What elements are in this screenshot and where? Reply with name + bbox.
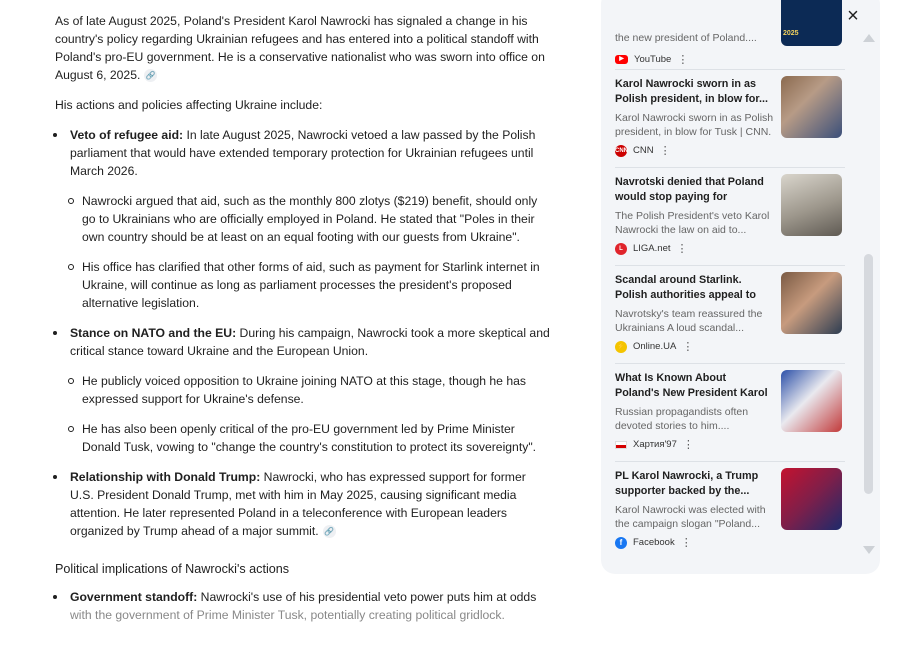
source-snippet: Karol Nawrocki sworn in as Polish president, in blow for Tusk | CNN. [615,112,774,138]
liga-icon: L [615,243,627,255]
sub-list-item: Nawrocki argued that aid, such as the monthly 800 zlotys ($219) benefit, should only go to Ukrainians who are officially employed in Poland. He stated that "Poles in their own country should be at least on an equal footing with our guests from Ukraine". [70,192,550,246]
source-name: Хартия'97 [633,439,677,450]
source-title: Karol Nawrocki sworn in as Polish president, in blow for... [615,78,768,105]
list-item [55,324,550,456]
list-item [55,126,550,312]
source-site [615,340,693,353]
source-thumbnail [781,272,842,334]
bullet-heading: Government standoff: [70,590,198,604]
youtube-icon: ▶ [615,55,628,64]
bullet-heading: Relationship with Donald Trump: [70,470,261,484]
source-title: PL Karol Nawrocki, a Trump supporter backed by the... [615,470,759,497]
source-name: Facebook [633,537,675,548]
source-site [615,242,688,255]
sub-list [70,372,550,456]
source-thumbnail [781,174,842,236]
source-name: LIGA.net [633,243,671,254]
source-thumbnail [781,370,842,432]
more-options-icon[interactable]: ⋮ [682,341,694,353]
scrollbar-thumb[interactable] [864,254,873,494]
link-icon[interactable]: 🔗 [145,71,156,80]
source-card[interactable] [615,168,845,266]
source-snippet: Russian propagandists often devoted stories to him.... [615,406,749,432]
sources-panel [601,0,880,574]
source-title: What Is Known About Poland's New President Karol [615,372,768,399]
source-name: Online.UA [633,341,677,352]
list-item [55,468,550,540]
source-card[interactable] [615,266,845,364]
facebook-icon: f [615,537,627,549]
source-snippet: Navrotsky's team reassured the Ukrainians A loud scandal... [615,308,763,334]
bullet-text-faded: with the government of Prime Minister Tusk, potentially creating political gridlock. [70,608,505,622]
source-card[interactable] [615,0,845,70]
ai-answer-content [55,12,550,636]
thumbnail-badge: 2025 [783,30,799,37]
bullet-text: Nawrocki, who has expressed support for former U.S. President Donald Trump, met with him in May 2025, causing significant media attention. He later represented Poland in a teleconference with European leaders organized by Trump ahead of a major summit. [70,470,526,538]
section-title: Political implications of Nawrocki's actions [55,562,290,576]
scroll-down-arrow-icon[interactable] [863,546,875,554]
source-snippet: The Polish President's veto Karol Nawrocki the law on aid to... [615,210,770,236]
list-item [55,588,550,624]
source-site [615,438,694,451]
bullet-list [55,126,550,540]
close-icon[interactable]: × [847,5,859,27]
source-snippet: Karol Nawrocki was elected with the campaign slogan "Poland... [615,504,766,530]
flag-icon [615,441,627,449]
bullet-text: During his campaign, Nawrocki took a more skeptical and critical stance toward Ukraine and the European Union. [70,326,550,358]
sub-list [70,192,550,312]
sub-list-item: He publicly voiced opposition to Ukraine joining NATO at this stage, though he has expressed support for Ukraine's defense. [70,372,550,408]
source-site [615,53,688,66]
more-options-icon[interactable]: ⋮ [677,54,689,66]
source-name: YouTube [634,54,672,65]
source-card[interactable] [615,70,845,168]
cnn-icon: CNN [615,145,627,157]
bullet-text: Nawrocki's use of his presidential veto power puts him at odds [197,590,537,604]
more-options-icon[interactable]: ⋮ [680,537,692,549]
link-icon[interactable]: 🔗 [324,527,335,536]
bullet-text: In late August 2025, Nawrocki vetoed a law passed by the Polish parliament that would have extended temporary protection for Ukrainian refugees until March 2026. [70,128,536,178]
source-thumbnail [781,76,842,138]
source-thumbnail [781,0,842,46]
source-thumbnail [781,468,842,530]
lightning-icon: ⚡ [615,341,627,353]
more-options-icon[interactable]: ⋮ [682,439,694,451]
source-card[interactable] [615,462,845,560]
more-options-icon[interactable]: ⋮ [676,243,688,255]
source-card[interactable] [615,364,845,462]
sub-list-item: He has also been openly critical of the pro-EU government led by Prime Minister Donald Tusk, vowing to "change the country's constitution to protect its sovereignty". [70,420,550,456]
bullet-heading: Stance on NATO and the EU: [70,326,237,340]
sub-list-item: His office has clarified that other forms of aid, such as payment for Starlink internet in Ukraine, will continue as long as parliament processes the president's proposed alternative legislation. [70,258,550,312]
more-options-icon[interactable]: ⋮ [659,145,671,157]
source-snippet: the new president of Poland.... [615,32,757,44]
scroll-up-arrow-icon[interactable] [863,34,875,42]
source-title: Navrotski denied that Poland would stop paying for [615,176,764,203]
bullet-list [55,588,550,624]
source-title: Scandal around Starlink. Polish authorities appeal to [615,274,756,301]
lead-paragraph: His actions and policies affecting Ukraine include: [55,98,323,112]
intro-paragraph: As of late August 2025, Poland's President Karol Nawrocki has signaled a change in his country's policy regarding Ukrainian refugees and has entered into a political standoff with Poland's pro-EU government. He is a conservative nationalist who was sworn into office on August 6, 2025. 🔗 [55,14,545,82]
source-site [615,144,671,157]
source-name: CNN [633,145,654,156]
source-site [615,536,692,549]
bullet-heading: Veto of refugee aid: [70,128,184,142]
